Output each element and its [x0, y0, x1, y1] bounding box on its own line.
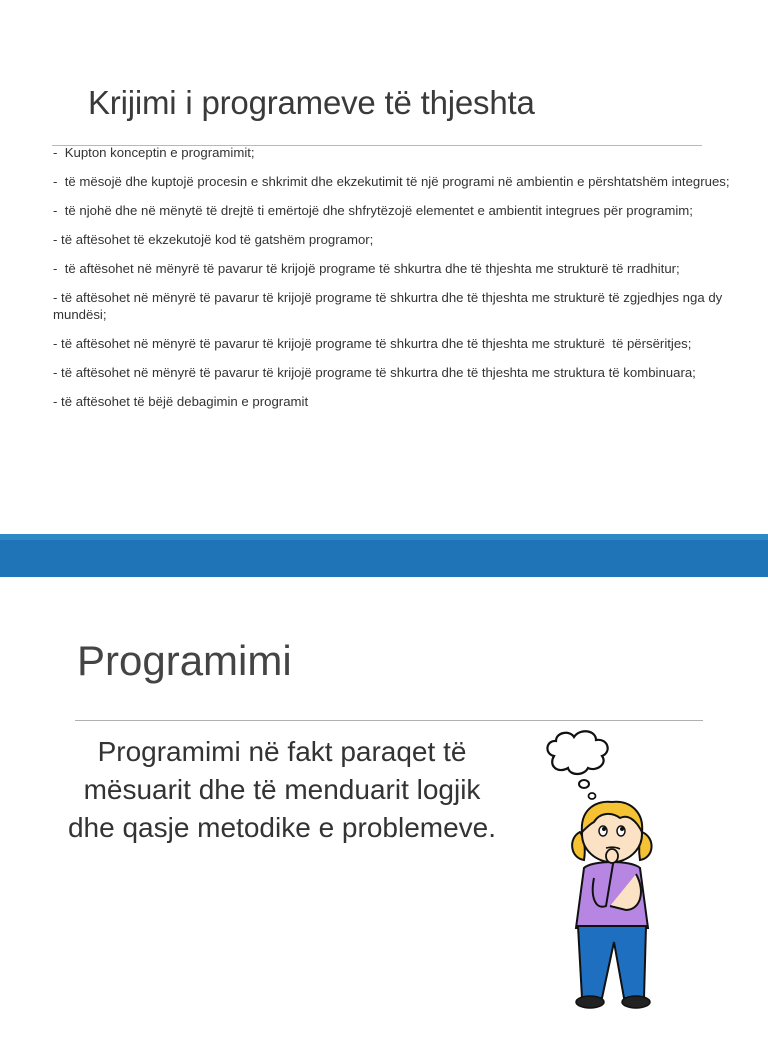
objective-item: - Kupton konceptin e programimit; [53, 145, 255, 160]
thinking-girl-icon [540, 728, 670, 1012]
objective-item: - të aftësohet të bëjë debagimin e programit [53, 394, 309, 409]
objective-item: - të njohë dhe në mënytë të drejtë ti emërtojë dhe shfrytëzojë elementet e ambientit integrues për programim; [53, 203, 693, 218]
slide-separator-bar [0, 540, 768, 577]
title-divider [75, 720, 703, 721]
objectives-list [53, 144, 753, 422]
slide-2-body: Programimi në fakt paraqet të mësuarit dhe të menduarit logjik dhe qasje metodike e problemeve. [67, 736, 497, 843]
thought-bubble-icon [547, 731, 607, 799]
objective-item: - të aftësohet në mënyrë të pavarur të krijojë programe të shkurtra dhe të thjeshta me strukturë të zgjedhjes nga dy mundësi; [53, 290, 726, 322]
objective-item: - të aftësohet të ekzekutojë kod të gatshëm programor; [53, 232, 374, 247]
objective-item: - të aftësohet në mënyrë të pavarur të krijojë programe të shkurtra dhe të thjeshta me strukturë të përsëritjes; [53, 336, 692, 351]
objective-item: - të aftësohet në mënyrë të pavarur të krijojë programe të shkurtra dhe të thjeshta me strukturë të rradhitur; [53, 261, 680, 276]
objective-item: - të aftësohet në mënyrë të pavarur të krijojë programe të shkurtra dhe të thjeshta me struktura të kombinuara; [53, 365, 696, 380]
objective-item: - të mësojë dhe kuptojë procesin e shkrimit dhe ekzekutimit të një programi në ambientin e përshtatshëm integrues; [53, 174, 730, 189]
slide-2-title: Programimi [77, 637, 292, 684]
slide-1-title: Krijimi i programeve të thjeshta [88, 84, 535, 121]
